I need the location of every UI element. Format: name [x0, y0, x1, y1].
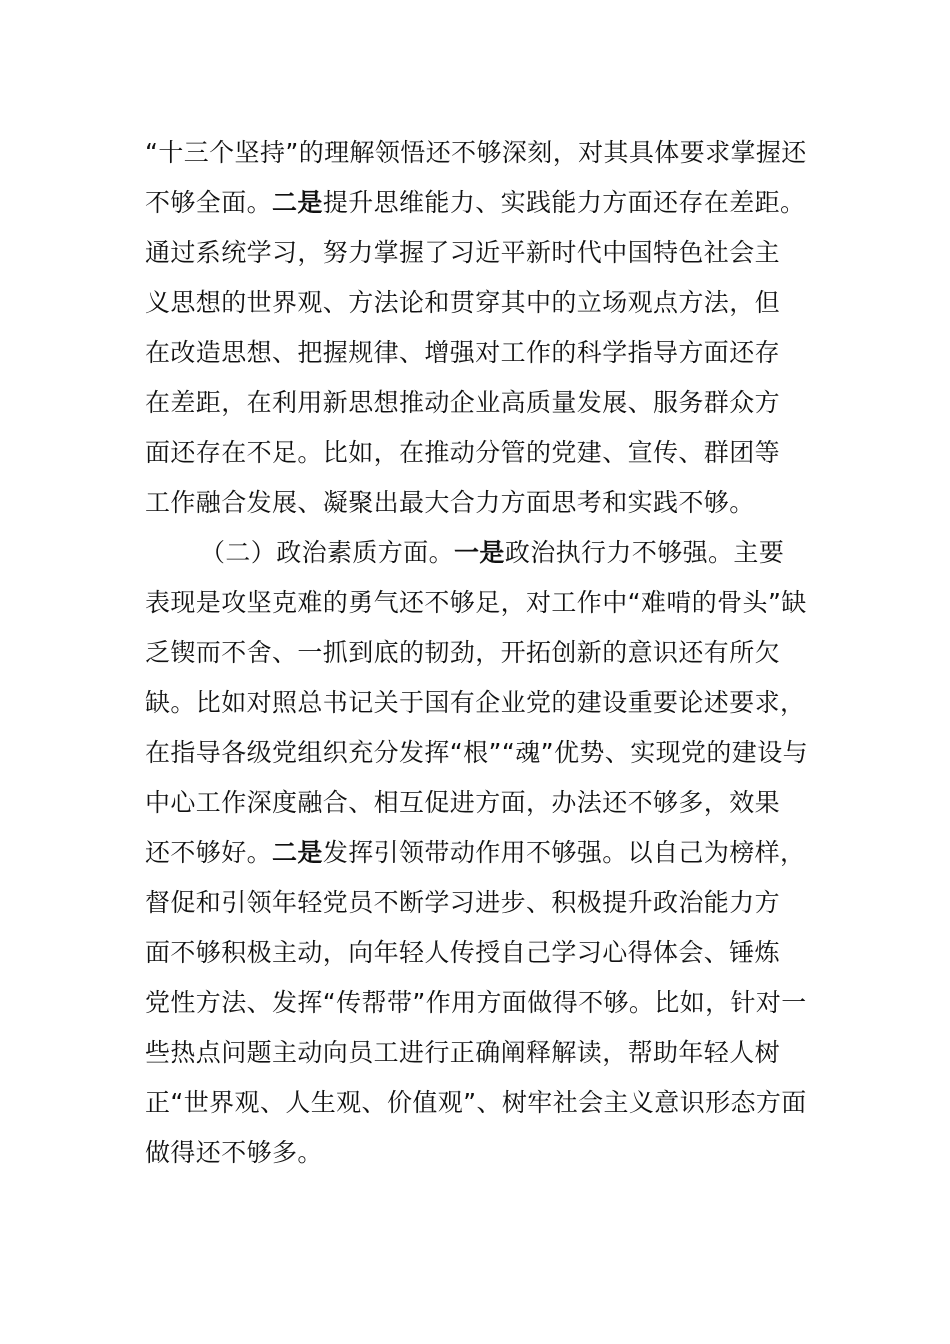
line-text: 些热点问题主动向员工进行正确阐释解读，帮助年轻人树 [145, 1038, 781, 1067]
text-line [145, 578, 810, 628]
line-text: 面不够积极主动，向年轻人传授自己学习心得体会、锤炼 [145, 938, 781, 967]
line-text: 正“世界观、人生观、价值观”、树牢社会主义意识形态方面 [145, 1088, 807, 1117]
text-line [145, 428, 810, 478]
line-text: 在指导各级党组织充分发挥“根”“魂”优势、实现党的建设与 [145, 738, 809, 767]
line-text: 在改造思想、把握规律、增强对工作的科学指导方面还存 [145, 338, 781, 367]
text-line [145, 378, 810, 428]
line-text: 缺。比如对照总书记关于国有企业党的建设重要论述要求， [145, 688, 806, 717]
text-line [145, 328, 810, 378]
line-text: 做得还不够多。 [145, 1138, 323, 1167]
line-text: 政治执行力不够强。主要 [504, 538, 785, 567]
bold-marker: 一是 [454, 538, 505, 567]
text-line [145, 1028, 810, 1078]
section-heading: （二）政治素质方面。 [200, 538, 455, 567]
line-text: 不够全面。 [145, 188, 273, 217]
text-line [145, 878, 810, 928]
text-line [145, 778, 810, 828]
text-line [145, 978, 810, 1028]
text-line [145, 1078, 810, 1128]
text-line [145, 228, 810, 278]
line-text: 提升思维能力、实践能力方面还存在差距。 [322, 188, 806, 217]
text-line [145, 178, 810, 228]
text-line [145, 828, 810, 878]
line-text: 通过系统学习，努力掌握了习近平新时代中国特色社会主 [145, 238, 781, 267]
line-text: 面还存在不足。比如，在推动分管的党建、宣传、群团等 [145, 438, 781, 467]
text-line [145, 928, 810, 978]
line-text: 表现是攻坚克难的勇气还不够足，对工作中“难啃的骨头”缺 [145, 588, 807, 617]
line-text: 还不够好。 [145, 838, 273, 867]
text-line [145, 628, 810, 678]
text-line [145, 278, 810, 328]
text-line [145, 478, 810, 528]
line-text: 乏锲而不舍、一抓到底的韧劲，开拓创新的意识还有所欠 [145, 638, 781, 667]
bold-marker: 二是 [272, 838, 323, 867]
text-line [145, 728, 810, 778]
line-text: 发挥引领带动作用不够强。以自己为榜样， [322, 838, 806, 867]
bold-marker: 二是 [272, 188, 323, 217]
line-text: 工作融合发展、凝聚出最大合力方面思考和实践不够。 [145, 488, 755, 517]
section-heading-line [145, 528, 810, 578]
line-text: 中心工作深度融合、相互促进方面，办法还不够多，效果 [145, 788, 781, 817]
line-text: 义思想的世界观、方法论和贯穿其中的立场观点方法，但 [145, 288, 781, 317]
document-body [145, 128, 810, 1178]
line-text: 督促和引领年轻党员不断学习进步、积极提升政治能力方 [145, 888, 781, 917]
line-text: 在差距，在利用新思想推动企业高质量发展、服务群众方 [145, 388, 781, 417]
text-line [145, 1128, 810, 1178]
line-text: “十三个坚持”的理解领悟还不够深刻，对其具体要求掌握还 [145, 138, 807, 167]
text-line [145, 128, 810, 178]
text-line [145, 678, 810, 728]
line-text: 党性方法、发挥“传帮带”作用方面做得不够。比如，针对一 [145, 988, 807, 1017]
